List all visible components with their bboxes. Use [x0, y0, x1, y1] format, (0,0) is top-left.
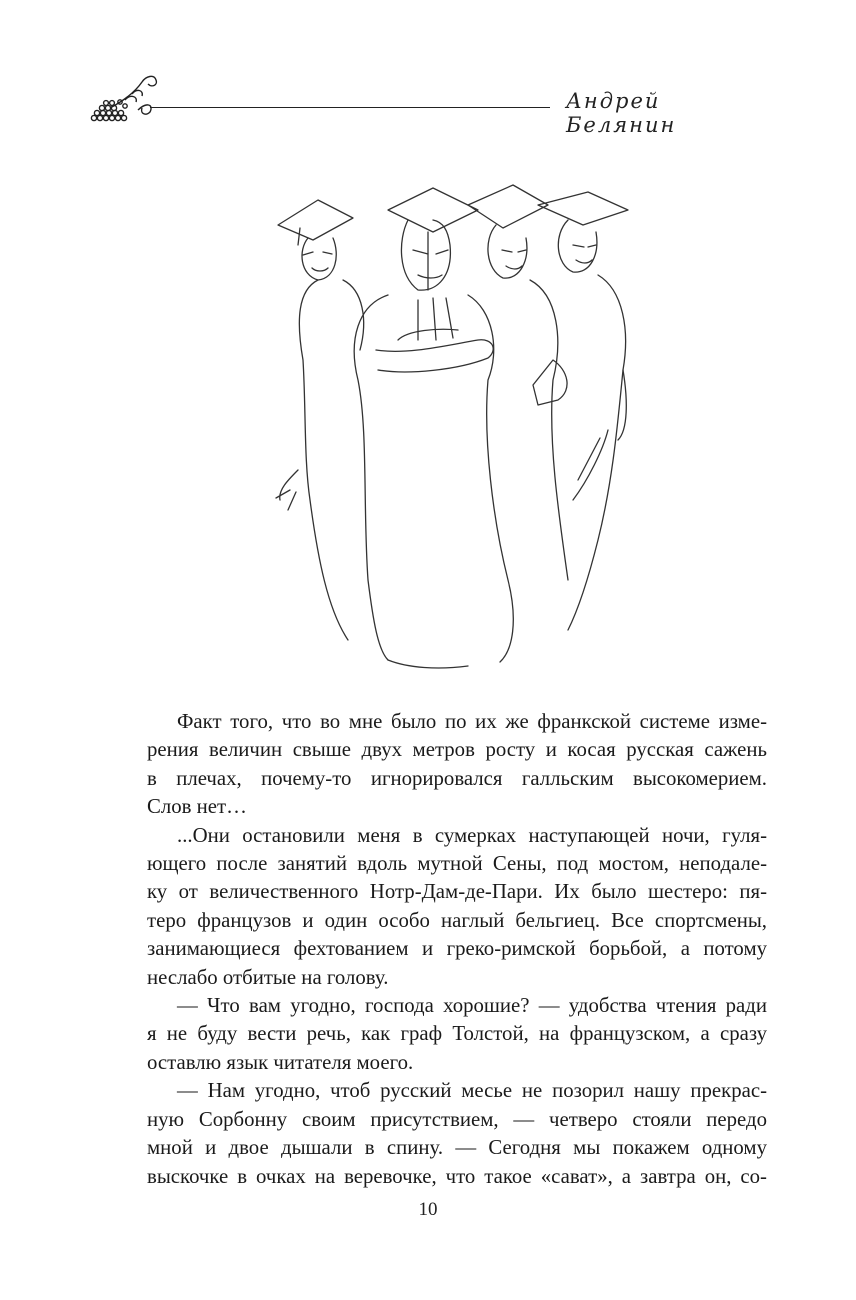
paragraph [147, 992, 767, 1077]
running-head-author: Андрей Белянин [566, 89, 677, 137]
text-line: занимающиеся фехтованием и греко-римской борьбой, а потому [147, 937, 767, 961]
text-line: рения величин свыше двух метров росту и косая русская сажень [147, 738, 767, 762]
text-line: в плечах, почему-то игнорировался галльским высокомерием. [147, 766, 767, 790]
text-line: Факт того, что во мне было по их же франкской системе изме- [177, 710, 767, 733]
text-line: ...Они остановили меня в сумерках наступающей ночи, гуля- [177, 823, 767, 847]
paragraph [147, 822, 767, 992]
text-line: Слов нет… [147, 795, 247, 819]
text-line: оставлю язык читателя моего. [147, 1050, 414, 1074]
header-rule [150, 107, 550, 108]
text-line: неслабо отбитые на голову. [147, 965, 389, 989]
running-header [0, 0, 856, 140]
text-line: ющего после занятий вдоль мутной Сены, под мостом, неподале- [147, 852, 767, 876]
paragraph [147, 708, 767, 822]
page-number: 10 [418, 1199, 438, 1220]
text-line: ку от величественного Нотр-Дам-де-Пари. Их было шестеро: пя- [147, 880, 767, 904]
text-line: выскочке в очках на веревочке, что такое «сават», а завтра он, со- [147, 1164, 767, 1188]
text-line: теро французов и один особо наглый бельгиец. Все спортсмены, [147, 908, 767, 932]
paragraph [147, 1077, 767, 1191]
text-line: ную Сорбонну своим присутствием, — четверо стояли передо [147, 1107, 767, 1131]
graduates-sketch-illustration [268, 180, 668, 680]
grape-vine-ornament-icon [80, 70, 170, 130]
text-line: — Нам угодно, чтоб русский месье не позорил нашу прекрас- [177, 1079, 767, 1103]
body-text [147, 708, 767, 1191]
text-line: я не буду вести речь, как граф Толстой, на французском, а сразу [147, 1022, 767, 1046]
text-line: — Что вам угодно, господа хорошие? — удобства чтения ради [177, 994, 767, 1018]
text-line: мной и двое дышали в спину. — Сегодня мы покажем одному [147, 1136, 767, 1160]
